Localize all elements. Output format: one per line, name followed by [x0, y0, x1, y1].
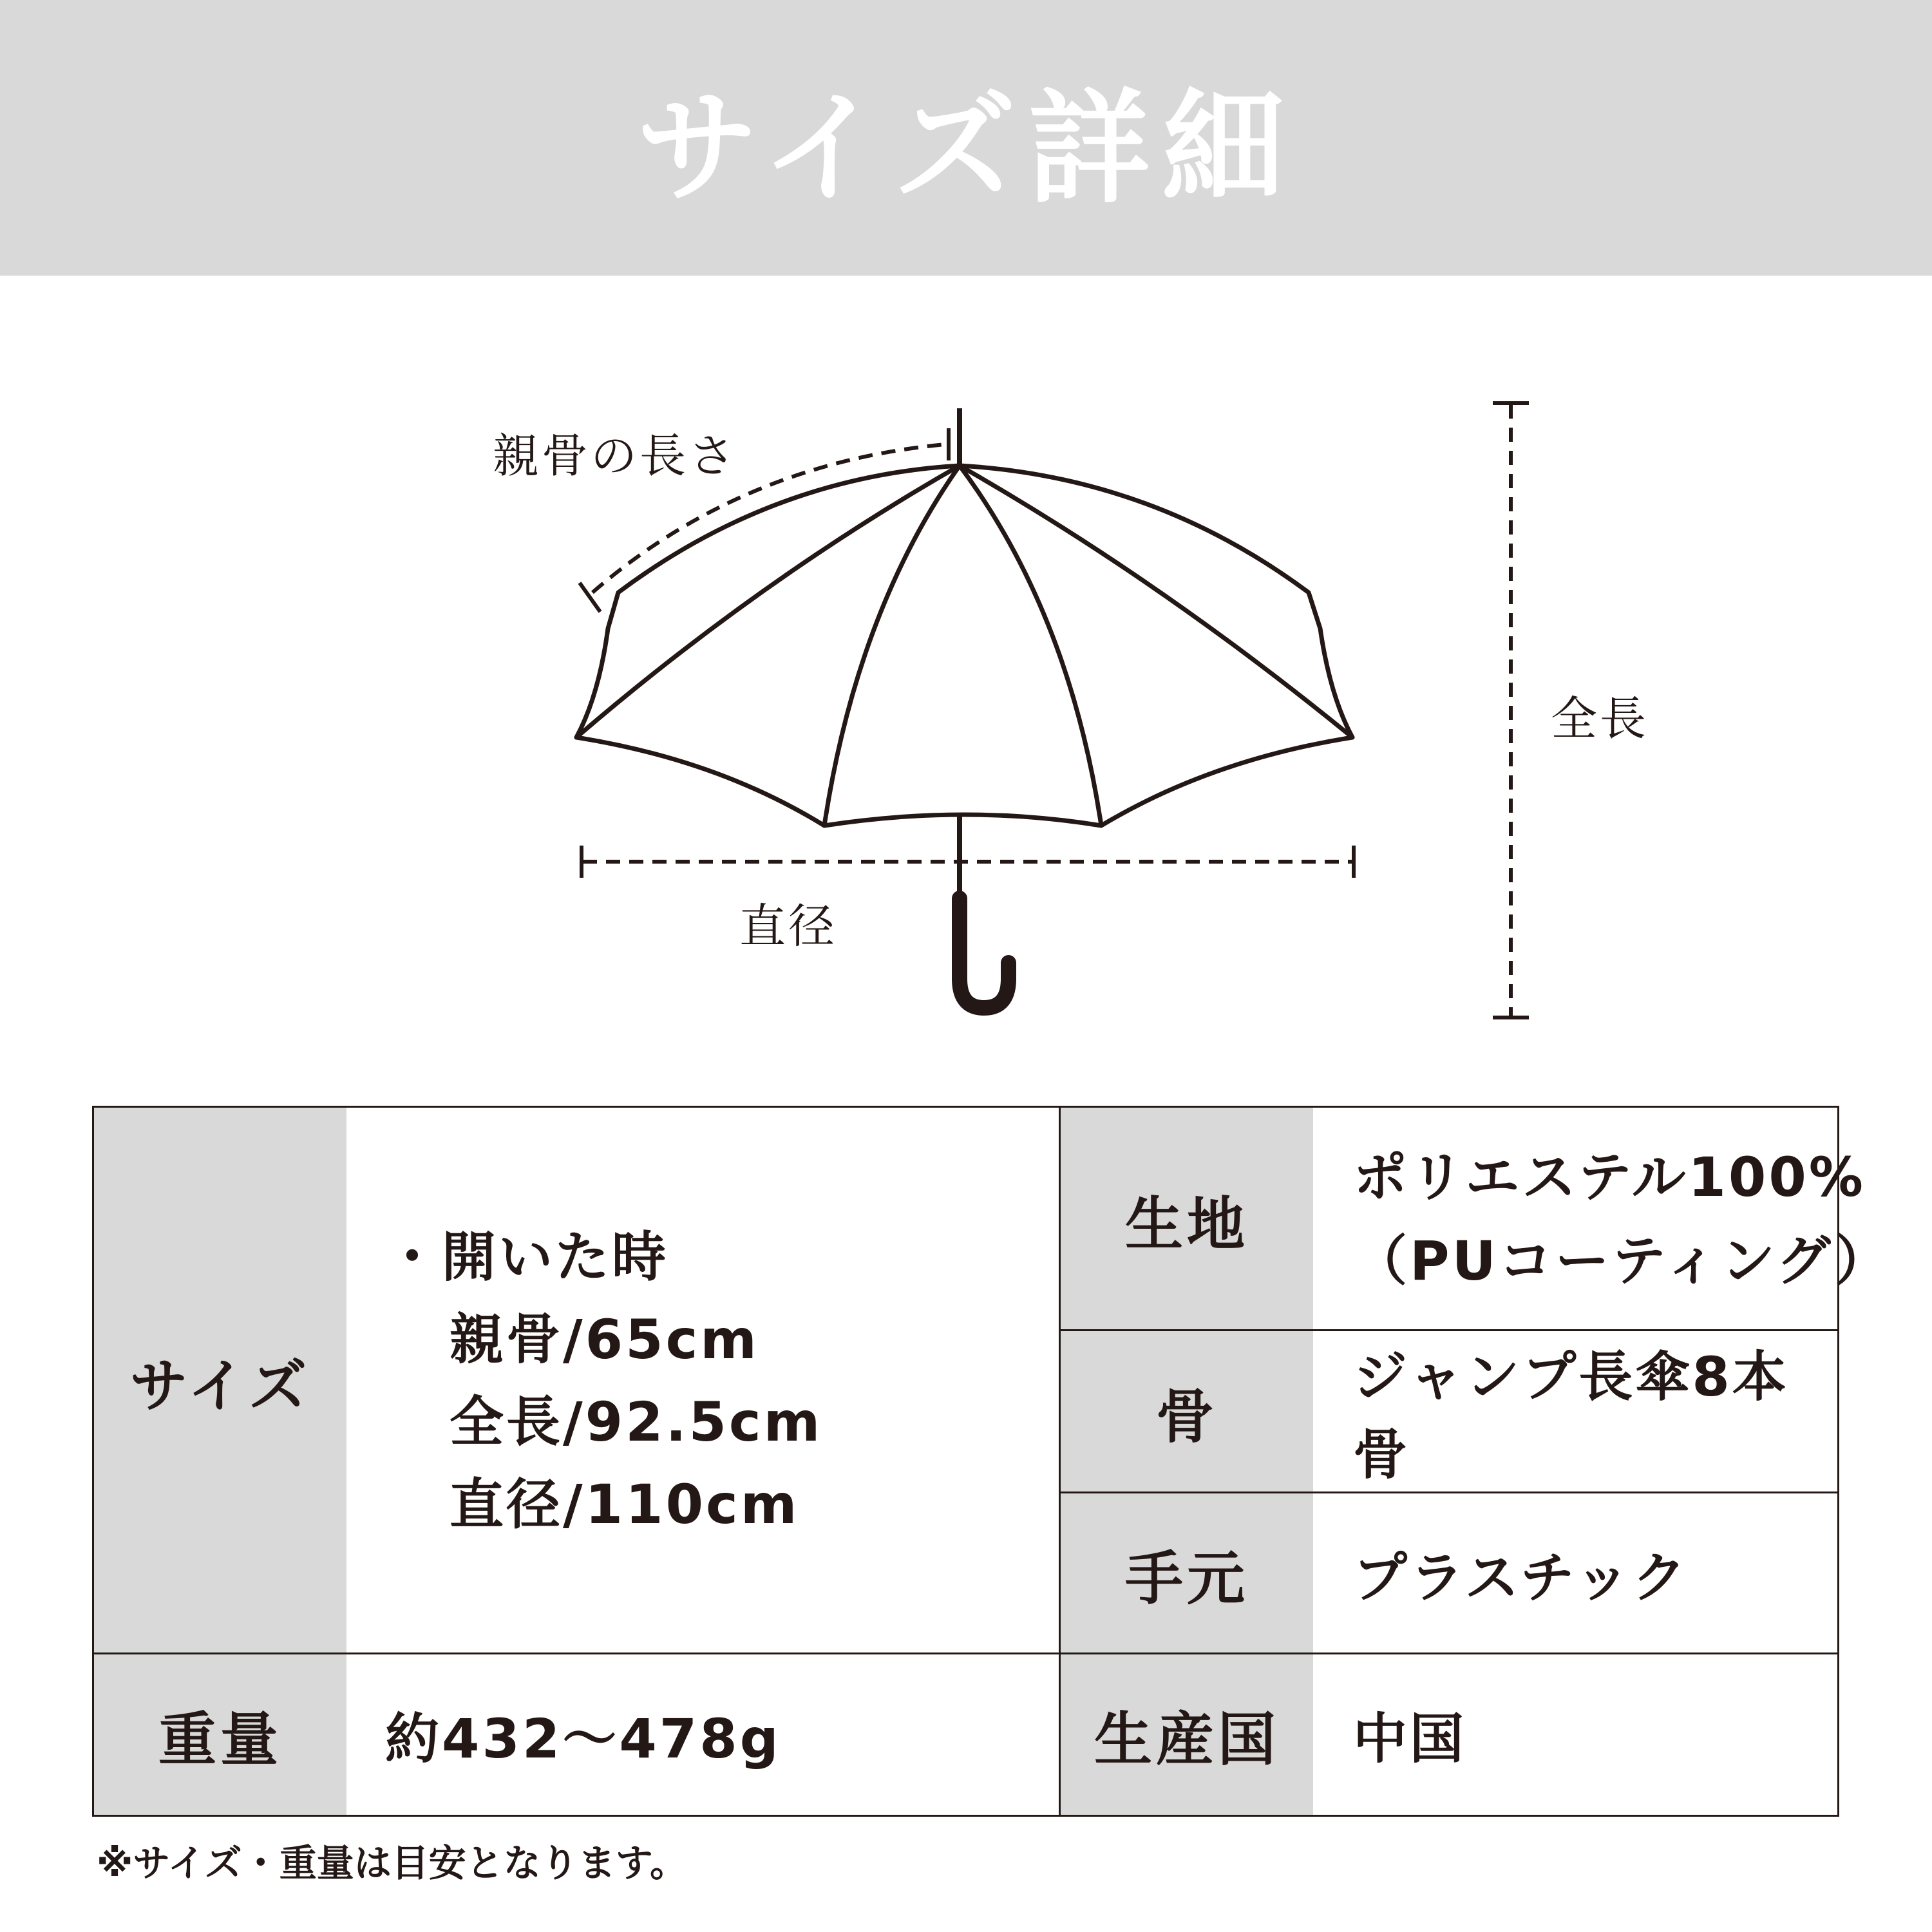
size-rib-length: 親骨/65cm — [450, 1308, 759, 1371]
origin-label-cell — [1061, 1654, 1313, 1815]
frame-value-cell — [1313, 1331, 1837, 1493]
frame-label-cell — [1061, 1331, 1313, 1493]
fabric-label-cell — [1061, 1108, 1313, 1331]
handle-label-cell — [1061, 1493, 1313, 1654]
fabric-label: 生地 — [1125, 1191, 1249, 1258]
rib-length-label: 親骨の長さ — [493, 429, 738, 483]
handle-value: プラスチック — [1353, 1546, 1689, 1609]
table-center-divider — [1059, 1108, 1061, 1815]
weight-value: 約432〜478g — [385, 1707, 781, 1770]
fabric-values — [1353, 1135, 1891, 1303]
diameter-dimension — [582, 846, 1354, 878]
total-length-dimension — [1493, 403, 1529, 1018]
size-label: サイズ — [129, 1352, 311, 1420]
size-heading: ・開いた時 — [385, 1226, 669, 1289]
size-total-length: 全長/92.5cm — [450, 1390, 823, 1454]
diameter-label: 直径 — [739, 899, 838, 953]
frame-value: ジャンプ長傘8本骨 — [1353, 1345, 1789, 1486]
footnote: ※サイズ・重量は目安となります。 — [97, 1841, 688, 1885]
size-value-cell — [346, 1108, 1059, 1654]
weight-label: 重量 — [158, 1706, 282, 1774]
frame-label: 骨 — [1156, 1383, 1218, 1451]
weight-label-cell — [94, 1654, 346, 1815]
handle-label: 手元 — [1125, 1545, 1249, 1613]
table-row-divider — [1061, 1329, 1837, 1331]
umbrella-rib-center-right — [960, 466, 1101, 826]
total-length-label: 全長 — [1551, 692, 1649, 746]
page-title: サイズ詳細 — [636, 77, 1296, 220]
size-label-cell — [94, 1108, 346, 1654]
umbrella-handle — [960, 898, 1009, 1008]
origin-label: 生産国 — [1094, 1706, 1280, 1774]
umbrella-rib-center-left — [824, 466, 960, 826]
header-banner — [0, 0, 1932, 276]
handle-value-cell — [1313, 1493, 1837, 1654]
fabric-material: ポリエステル100% — [1353, 1146, 1866, 1209]
origin-value: 中国 — [1353, 1707, 1467, 1770]
size-diameter: 直径/110cm — [450, 1473, 800, 1536]
size-values — [385, 1216, 822, 1546]
table-row-divider — [94, 1653, 1837, 1654]
fabric-coating: （PUコーティング） — [1353, 1229, 1891, 1293]
spec-table — [92, 1106, 1891, 1817]
fabric-value-cell — [1313, 1108, 1891, 1331]
weight-value-cell — [346, 1654, 1059, 1815]
table-row-divider — [1061, 1492, 1837, 1493]
origin-value-cell — [1313, 1654, 1837, 1815]
